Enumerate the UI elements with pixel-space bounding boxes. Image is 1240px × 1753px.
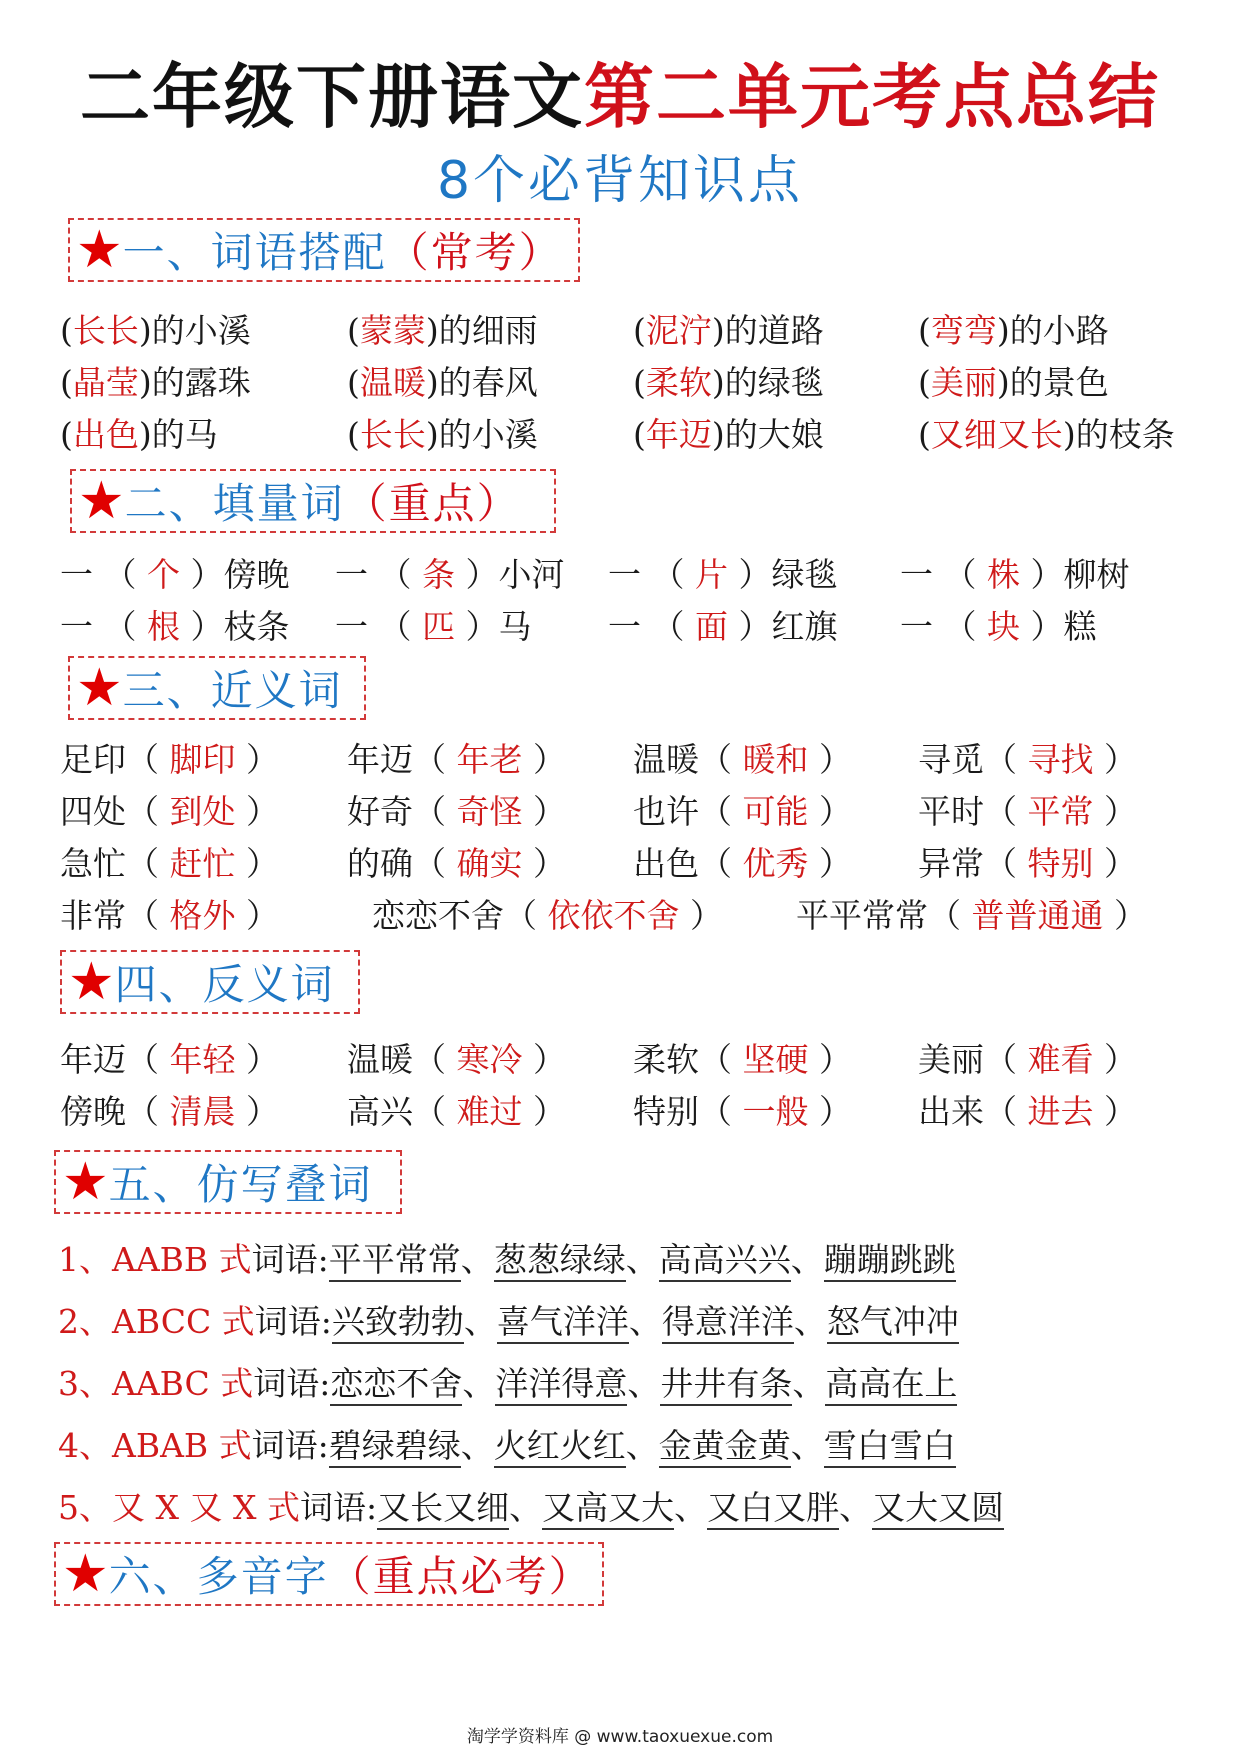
synonym-answer: 确实 — [456, 844, 523, 883]
synonym-item — [633, 786, 852, 838]
collocation-adjective: 泥泞 — [645, 311, 712, 350]
star-icon: ★ — [62, 1152, 109, 1212]
collocation-noun: 的枝条 — [1075, 415, 1175, 454]
synonym-answer: 格外 — [169, 896, 236, 935]
synonym-answer: 到处 — [169, 792, 236, 831]
paren: （ — [928, 896, 972, 935]
example-word: 怒气冲冲 — [827, 1302, 959, 1344]
star-icon: ★ — [76, 658, 123, 718]
section-title: 三、近义词 — [122, 666, 343, 715]
collocation-item — [347, 409, 538, 461]
paren: ） — [808, 1040, 852, 1079]
example-word: 高高在上 — [825, 1364, 957, 1406]
paren: ） — [808, 844, 852, 883]
collocation-item — [918, 305, 1109, 357]
measure-word: 条 — [421, 555, 455, 594]
measure-noun: 柳树 — [1063, 555, 1130, 594]
paren: ) — [425, 311, 439, 350]
antonym-answer: 难过 — [456, 1092, 523, 1131]
paren: （ — [413, 740, 457, 779]
number-one: 一 （ — [900, 555, 987, 594]
collocation-noun: 的绿毯 — [724, 363, 824, 402]
section-title: 二、填量词 — [124, 479, 345, 528]
footer-watermark: 淘学学资料库 @ www.taoxuexue.com — [466, 1727, 774, 1747]
paren: （ — [126, 1040, 170, 1079]
paren: （ — [126, 896, 170, 935]
separator: 、 — [625, 1240, 659, 1279]
paren: ） — [679, 896, 723, 935]
separator: 、 — [792, 1364, 826, 1403]
collocation-adjective: 柔软 — [645, 363, 712, 402]
synonym-item — [633, 838, 852, 890]
paren: （ — [413, 1040, 457, 1079]
antonym-item — [633, 1086, 852, 1138]
collocation-item — [60, 305, 251, 357]
synonym-item — [372, 890, 723, 942]
section-header-reduplication — [54, 1150, 402, 1214]
paren: ） — [1093, 1092, 1137, 1131]
example-word: 喜气洋洋 — [497, 1302, 629, 1344]
number-one: 一 （ — [60, 555, 147, 594]
reduplication-line — [58, 1358, 957, 1410]
paren: ） — [522, 1040, 566, 1079]
collocation-item — [633, 357, 824, 409]
paren: ( — [60, 363, 73, 402]
separator: 、 — [460, 1426, 494, 1465]
example-word: 雪白雪白 — [824, 1426, 956, 1468]
collocation-item — [918, 357, 1109, 409]
pattern-label: 4、ABAB 式 — [58, 1426, 252, 1465]
antonym-word: 年迈 — [60, 1040, 126, 1079]
paren: （ — [126, 792, 170, 831]
synonym-word: 恋恋不舍 — [372, 896, 504, 935]
measure-item — [900, 549, 1129, 601]
synonym-answer: 寻找 — [1027, 740, 1094, 779]
synonym-answer: 依依不舍 — [547, 896, 680, 935]
reduplication-line — [58, 1234, 956, 1286]
pattern-suffix: 词语: — [251, 1240, 329, 1279]
paren: ( — [60, 311, 73, 350]
example-word: 又白又胖 — [707, 1488, 839, 1530]
measure-item — [60, 601, 289, 653]
example-word: 蹦蹦跳跳 — [824, 1240, 956, 1282]
pattern-words — [330, 1364, 957, 1406]
measure-word: 匹 — [421, 607, 455, 646]
pattern-words — [329, 1240, 956, 1282]
number-one: 一 （ — [608, 607, 695, 646]
antonym-answer: 寒冷 — [456, 1040, 523, 1079]
paren: （ — [984, 792, 1028, 831]
paren: ） — [1103, 896, 1147, 935]
paren: （ — [984, 1092, 1028, 1131]
antonym-item — [347, 1034, 566, 1086]
star-icon: ★ — [76, 220, 123, 280]
paren: ） — [1093, 740, 1137, 779]
collocation-adjective: 又细又长 — [930, 415, 1063, 454]
star-icon: ★ — [62, 1544, 109, 1604]
paren: ) — [711, 415, 725, 454]
number-one: 一 （ — [900, 607, 987, 646]
measure-noun: 枝条 — [223, 607, 290, 646]
paren: ) — [138, 311, 152, 350]
paren: ） — [1093, 792, 1137, 831]
paren: （ — [126, 844, 170, 883]
collocation-adjective: 蒙蒙 — [359, 311, 426, 350]
collocation-noun: 的景色 — [1009, 363, 1109, 402]
paren: ） — [808, 740, 852, 779]
example-word: 高高兴兴 — [659, 1240, 791, 1282]
synonym-item — [60, 838, 279, 890]
collocation-noun: 的小路 — [1009, 311, 1109, 350]
pattern-suffix: 词语: — [254, 1302, 332, 1341]
synonym-word: 的确 — [347, 844, 413, 883]
paren: ） — [235, 896, 279, 935]
paren: ） — [179, 607, 224, 646]
separator: 、 — [839, 1488, 873, 1527]
paren: ( — [633, 415, 646, 454]
synonym-word: 足印 — [60, 740, 126, 779]
antonym-answer: 进去 — [1027, 1092, 1094, 1131]
example-word: 恋恋不舍 — [330, 1364, 462, 1406]
example-word: 葱葱绿绿 — [494, 1240, 626, 1282]
synonym-item — [347, 734, 566, 786]
synonym-answer: 奇怪 — [456, 792, 523, 831]
paren: ) — [425, 415, 439, 454]
paren: ( — [347, 415, 360, 454]
synonym-item — [347, 838, 566, 890]
measure-item — [60, 549, 289, 601]
paren: ） — [522, 1092, 566, 1131]
measure-item — [608, 549, 837, 601]
collocation-noun: 的道路 — [724, 311, 824, 350]
antonym-word: 柔软 — [633, 1040, 699, 1079]
paren: ( — [347, 311, 360, 350]
section-title: 四、反义词 — [114, 960, 335, 1009]
example-word: 金黄金黄 — [659, 1426, 791, 1468]
paren: （ — [504, 896, 548, 935]
measure-word: 个 — [146, 555, 180, 594]
example-word: 火红火红 — [494, 1426, 626, 1468]
collocation-adjective: 年迈 — [645, 415, 712, 454]
page-subtitle: 8个必背知识点 — [436, 151, 804, 211]
example-word: 得意洋洋 — [662, 1302, 794, 1344]
synonym-answer: 平常 — [1027, 792, 1094, 831]
paren: ） — [808, 792, 852, 831]
paren: （ — [413, 1092, 457, 1131]
synonym-word: 寻觅 — [918, 740, 984, 779]
pattern-words — [377, 1488, 1004, 1530]
collocation-noun: 的露珠 — [151, 363, 251, 402]
example-word: 碧绿碧绿 — [329, 1426, 461, 1468]
synonym-item — [918, 786, 1137, 838]
paren: （ — [984, 844, 1028, 883]
example-word: 又高又大 — [542, 1488, 674, 1530]
pattern-label: 5、又 X 又 X 式 — [58, 1488, 300, 1527]
antonym-answer: 清晨 — [169, 1092, 236, 1131]
synonym-answer: 特别 — [1027, 844, 1094, 883]
measure-item — [335, 601, 531, 653]
paren: ) — [996, 363, 1010, 402]
antonym-item — [60, 1034, 279, 1086]
synonym-word: 也许 — [633, 792, 699, 831]
synonym-answer: 优秀 — [742, 844, 809, 883]
section-title: 六、多音字 — [108, 1552, 329, 1601]
collocation-item — [60, 409, 218, 461]
antonym-answer: 难看 — [1027, 1040, 1094, 1079]
measure-noun: 小河 — [498, 555, 565, 594]
measure-noun: 马 — [498, 607, 532, 646]
separator: 、 — [674, 1488, 708, 1527]
measure-noun: 红旗 — [771, 607, 838, 646]
collocation-adjective: 长长 — [72, 311, 139, 350]
synonym-word: 年迈 — [347, 740, 413, 779]
synonym-item — [60, 786, 279, 838]
synonym-answer: 暖和 — [742, 740, 809, 779]
example-word: 兴致勃勃 — [332, 1302, 464, 1344]
number-one: 一 （ — [335, 555, 422, 594]
antonym-item — [918, 1086, 1137, 1138]
paren: （ — [699, 844, 743, 883]
paren: ） — [727, 555, 772, 594]
separator: 、 — [625, 1426, 659, 1465]
section-note: （常考） — [386, 228, 563, 277]
synonym-answer: 脚印 — [169, 740, 236, 779]
paren: （ — [413, 844, 457, 883]
paren: ( — [347, 363, 360, 402]
paren: ） — [727, 607, 772, 646]
synonym-answer: 可能 — [742, 792, 809, 831]
paren: ） — [235, 740, 279, 779]
paren: ) — [1062, 415, 1076, 454]
collocation-item — [60, 357, 251, 409]
paren: ( — [918, 415, 931, 454]
pattern-words — [329, 1426, 956, 1468]
pattern-label: 1、AABB 式 — [58, 1240, 252, 1279]
paren: ） — [1019, 607, 1064, 646]
collocation-adjective: 长长 — [359, 415, 426, 454]
antonym-word: 美丽 — [918, 1040, 984, 1079]
collocation-item — [347, 357, 538, 409]
pattern-label: 2、ABCC 式 — [58, 1302, 255, 1341]
paren: ） — [235, 792, 279, 831]
paren: ) — [138, 415, 152, 454]
synonym-word: 好奇 — [347, 792, 413, 831]
paren: ） — [1093, 1040, 1137, 1079]
section-header-polyphones — [54, 1542, 604, 1606]
paren: （ — [984, 1040, 1028, 1079]
separator: 、 — [509, 1488, 543, 1527]
paren: ) — [996, 311, 1010, 350]
separator: 、 — [460, 1240, 494, 1279]
paren: ） — [808, 1092, 852, 1131]
paren: ) — [138, 363, 152, 402]
collocation-item — [633, 305, 824, 357]
number-one: 一 （ — [335, 607, 422, 646]
collocation-adjective: 温暖 — [359, 363, 426, 402]
pattern-words — [332, 1302, 959, 1344]
paren: （ — [699, 792, 743, 831]
collocation-noun: 的大娘 — [724, 415, 824, 454]
separator: 、 — [628, 1302, 662, 1341]
reduplication-line — [58, 1420, 956, 1472]
paren: ) — [711, 363, 725, 402]
paren: ） — [522, 844, 566, 883]
star-icon: ★ — [68, 952, 115, 1012]
synonym-item — [796, 890, 1147, 942]
synonym-item — [347, 786, 566, 838]
section-header-antonyms — [60, 950, 360, 1014]
paren: ） — [235, 844, 279, 883]
paren: ( — [918, 363, 931, 402]
collocation-noun: 的小溪 — [151, 311, 251, 350]
section-title: 五、仿写叠词 — [108, 1160, 373, 1209]
collocation-adjective: 弯弯 — [930, 311, 997, 350]
separator: 、 — [793, 1302, 827, 1341]
antonym-item — [633, 1034, 852, 1086]
paren: （ — [126, 740, 170, 779]
antonym-word: 出来 — [918, 1092, 984, 1131]
paren: ) — [425, 363, 439, 402]
page-title — [0, 52, 1240, 142]
measure-item — [335, 549, 564, 601]
synonym-word: 出色 — [633, 844, 699, 883]
paren: ( — [633, 311, 646, 350]
separator: 、 — [790, 1426, 824, 1465]
synonym-word: 温暖 — [633, 740, 699, 779]
synonym-answer: 赶忙 — [169, 844, 236, 883]
example-word: 又长又细 — [377, 1488, 509, 1530]
measure-noun: 绿毯 — [771, 555, 838, 594]
antonym-word: 高兴 — [347, 1092, 413, 1131]
collocation-item — [633, 409, 824, 461]
pattern-suffix: 词语: — [253, 1364, 331, 1403]
synonym-word: 异常 — [918, 844, 984, 883]
example-word: 井井有条 — [660, 1364, 792, 1406]
measure-word: 面 — [694, 607, 728, 646]
collocation-noun: 的春风 — [438, 363, 538, 402]
collocation-item — [918, 409, 1175, 461]
paren: ） — [179, 555, 224, 594]
example-word: 平平常常 — [329, 1240, 461, 1282]
measure-word: 块 — [986, 607, 1020, 646]
synonym-word: 平时 — [918, 792, 984, 831]
paren: ） — [235, 1092, 279, 1131]
paren: ( — [918, 311, 931, 350]
synonym-answer: 普普通通 — [971, 896, 1104, 935]
synonym-item — [60, 890, 279, 942]
example-word: 洋洋得意 — [495, 1364, 627, 1406]
collocation-noun: 的细雨 — [438, 311, 538, 350]
antonym-answer: 年轻 — [169, 1040, 236, 1079]
antonym-item — [918, 1034, 1137, 1086]
reduplication-line — [58, 1482, 1004, 1534]
number-one: 一 （ — [608, 555, 695, 594]
number-one: 一 （ — [60, 607, 147, 646]
synonym-word: 急忙 — [60, 844, 126, 883]
pattern-suffix: 词语: — [299, 1488, 378, 1527]
measure-item — [608, 601, 837, 653]
title-part-2: 第二单元考点总结 — [584, 56, 1160, 138]
paren: （ — [984, 740, 1028, 779]
star-icon: ★ — [78, 471, 125, 531]
paren: （ — [699, 1040, 743, 1079]
synonym-word: 四处 — [60, 792, 126, 831]
paren: ） — [454, 607, 499, 646]
measure-word: 片 — [694, 555, 728, 594]
paren: （ — [699, 1092, 743, 1131]
separator: 、 — [462, 1364, 496, 1403]
section-header-measure-words — [70, 469, 556, 533]
collocation-adjective: 出色 — [72, 415, 139, 454]
antonym-word: 温暖 — [347, 1040, 413, 1079]
measure-noun: 傍晚 — [223, 555, 290, 594]
collocation-noun: 的小溪 — [438, 415, 538, 454]
synonym-word: 非常 — [60, 896, 126, 935]
measure-item — [900, 601, 1096, 653]
antonym-answer: 一般 — [742, 1092, 809, 1131]
synonym-item — [633, 734, 852, 786]
antonym-item — [347, 1086, 566, 1138]
section-header-collocation — [68, 218, 580, 282]
pattern-label: 3、AABC 式 — [58, 1364, 254, 1403]
paren: （ — [126, 1092, 170, 1131]
measure-word: 株 — [986, 555, 1020, 594]
synonym-item — [60, 734, 279, 786]
antonym-item — [60, 1086, 279, 1138]
measure-noun: 糕 — [1063, 607, 1097, 646]
separator: 、 — [463, 1302, 497, 1341]
collocation-noun: 的马 — [151, 415, 218, 454]
paren: ） — [522, 740, 566, 779]
section-note: （重点） — [344, 479, 521, 528]
collocation-adjective: 晶莹 — [72, 363, 139, 402]
paren: （ — [699, 740, 743, 779]
antonym-answer: 坚硬 — [742, 1040, 809, 1079]
measure-word: 根 — [146, 607, 180, 646]
paren: ) — [711, 311, 725, 350]
paren: ） — [454, 555, 499, 594]
separator: 、 — [790, 1240, 824, 1279]
section-title: 一、词语搭配 — [122, 228, 387, 277]
antonym-word: 傍晚 — [60, 1092, 126, 1131]
section-header-synonyms — [68, 656, 366, 720]
collocation-adjective: 美丽 — [930, 363, 997, 402]
paren: ） — [1019, 555, 1064, 594]
antonym-word: 特别 — [633, 1092, 699, 1131]
synonym-item — [918, 838, 1137, 890]
paren: ） — [1093, 844, 1137, 883]
collocation-item — [347, 305, 538, 357]
paren: ） — [235, 1040, 279, 1079]
example-word: 又大又圆 — [872, 1488, 1004, 1530]
pattern-suffix: 词语: — [251, 1426, 329, 1465]
section-note: （重点必考） — [328, 1552, 593, 1601]
reduplication-line — [58, 1296, 959, 1348]
separator: 、 — [627, 1364, 661, 1403]
synonym-word: 平平常常 — [796, 896, 928, 935]
synonym-item — [918, 734, 1137, 786]
paren: ( — [60, 415, 73, 454]
paren: ( — [633, 363, 646, 402]
title-part-1: 二年级下册语文 — [80, 56, 584, 138]
paren: ） — [522, 792, 566, 831]
paren: （ — [413, 792, 457, 831]
synonym-answer: 年老 — [456, 740, 523, 779]
